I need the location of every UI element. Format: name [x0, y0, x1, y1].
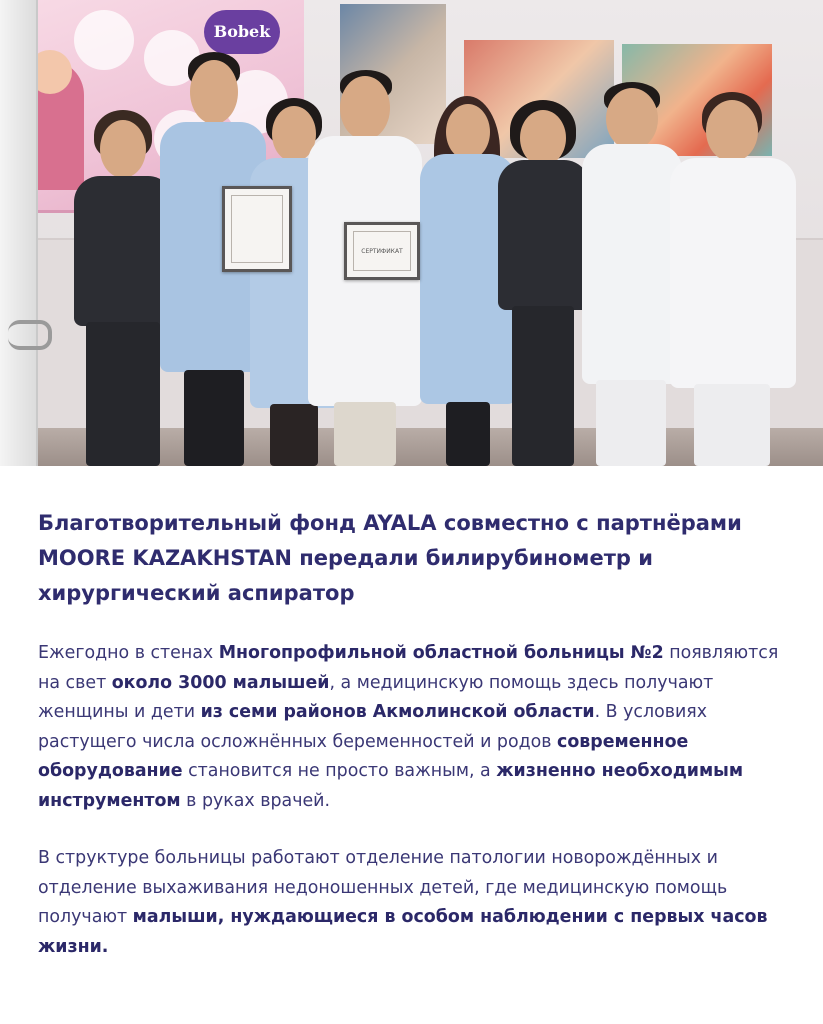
bold-text: из семи районов Акмолинской области	[200, 702, 595, 722]
person	[496, 100, 592, 466]
body-text: становится не просто важным, а	[182, 761, 497, 781]
article-paragraph	[38, 844, 785, 962]
door	[0, 0, 38, 466]
brand-logo: Bobek	[204, 10, 280, 54]
bold-text: Многопрофильной областной больницы №2	[218, 643, 664, 663]
body-text: В структуре больницы работают отделение патологии новорождённых и отделение выхаживания недоношенных детей, где медицинскую помощь получают	[38, 848, 728, 927]
certificate-frame	[344, 222, 420, 280]
article-headline: Благотворительный фонд AYALA совместно с партнёрами MOORE KAZAKHSTAN передали билирубинометр и хирургический аспиратор	[38, 511, 742, 605]
bold-text: малыши, нуждающиеся в особом наблюдении с первых часов жизни.	[38, 907, 768, 957]
body-text: в руках врачей.	[180, 790, 331, 811]
bold-text: около 3000 малышей	[111, 672, 330, 693]
certificate-frame	[222, 186, 292, 272]
body-text: Ежегодно в стенах	[38, 643, 219, 663]
bold-text: жизненно необходимым инструментом	[38, 761, 744, 811]
body-text: появляются на свет	[38, 643, 779, 693]
body-text: . В условиях растущего числа осложнённых беременностей и родов	[38, 702, 708, 752]
certificate-label: СЕРТИФИКАТ	[361, 247, 403, 255]
article-paragraph	[38, 639, 785, 816]
body-text: , а медицинскую помощь здесь получают женщины и дети	[38, 672, 714, 722]
group-photo	[0, 0, 823, 466]
article	[0, 466, 823, 962]
bold-text: современное оборудование	[38, 731, 689, 781]
person	[666, 92, 800, 466]
